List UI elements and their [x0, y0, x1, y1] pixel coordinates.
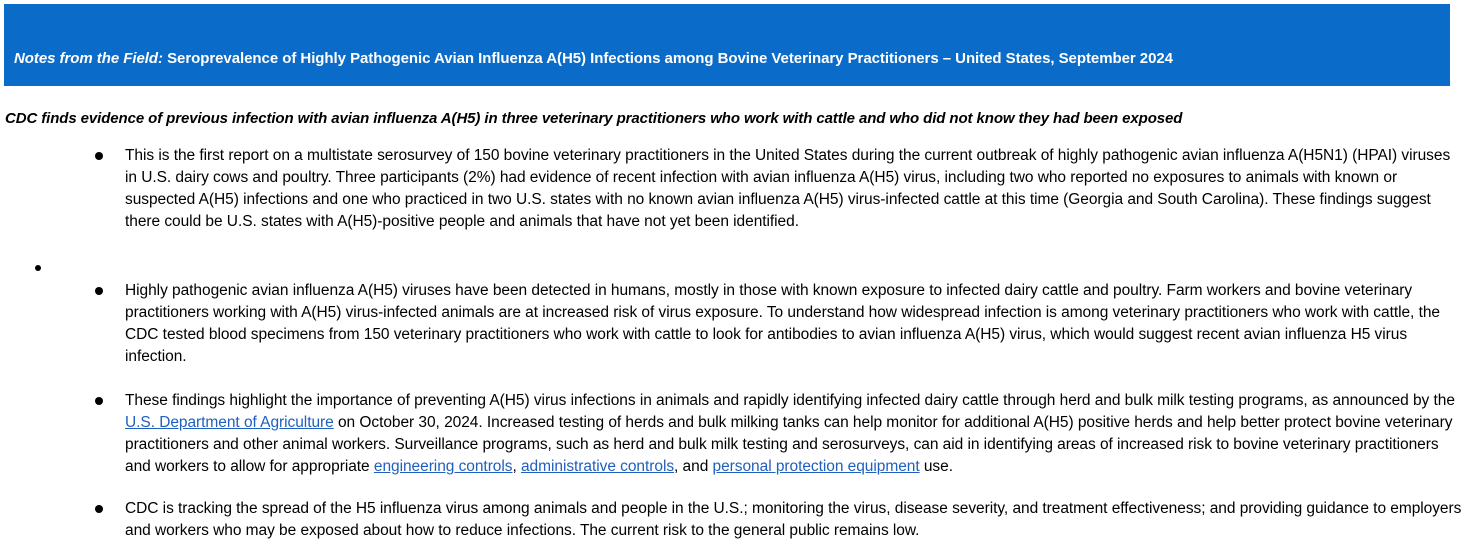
bullet-text: Highly pathogenic avian influenza A(H5) viruses have been detected in humans, mostly in those with known exposure to infected dairy cattle and poultry. Farm workers and bovine veterinary practitioners working with A(H5) virus-infected animals are at increased risk of virus exposure. To understand how widespread infection is among veterinary practitioners who work with cattle, the CDC tested blood specimens from 150 veterinary practitioners who work with cattle to look for antibodies to avian influenza A(H5) virus, which would suggest recent avian influenza H5 virus infection.	[125, 282, 1440, 365]
administrative-controls-link[interactable]: administrative controls	[520, 458, 675, 475]
bullet-paragraph-3	[125, 390, 1465, 478]
bullet-text: These findings highlight the importance of preventing A(H5) virus infections in animals and rapidly identifying infected dairy cattle through herd and bulk milk testing programs, as announced by the U.S. Department of Agriculture on October 30, 2024. Increased testing of herds and bulk milking tanks can help monitor for additional A(H5) positive herds and help better protect bovine veterinary practitioners and other animal workers. Surveillance programs, such as herd and bulk milk testing and serosurveys, can aid in identifying areas of increased risk to bovine veterinary practitioners and workers to allow for appropriate engineering controls, administrative controls, and personal protection equipment use.	[125, 392, 1455, 475]
bullet-text: This is the first report on a multistate serosurvey of 150 bovine veterinary practitioners in the United States during the current outbreak of highly pathogenic avian influenza A(H5N1) (HPAI) viruses in U.S. dairy cows and poultry. Three participants (2%) had evidence of recent infection with avian influenza A(H5) virus, including two who reported no exposures to animals with known or suspected A(H5) infections and one who practiced in two U.S. states with no known avian influenza A(H5) virus-infected cattle at this time (Georgia and South Carolina). These findings suggest there could be U.S. states with A(H5)-positive people and animals that have not yet been identified.	[125, 147, 1451, 230]
ppe-link[interactable]: personal protection equipment	[712, 458, 920, 475]
engineering-controls-link[interactable]: engineering controls	[373, 458, 513, 475]
title-banner	[4, 4, 1450, 86]
bullet-text: CDC is tracking the spread of the H5 influenza virus among animals and people in the U.S.; monitoring the virus, disease severity, and treatment effectiveness; and providing guidance to employers and workers who may be exposed about how to reduce infections. The current risk to the general public remains low.	[125, 500, 1462, 539]
empty-bullet-marker	[35, 265, 41, 271]
bullet-paragraph-2	[125, 280, 1465, 368]
bullet-paragraph-1	[125, 145, 1465, 233]
bullet-marker	[95, 152, 103, 160]
title-text: Seroprevalence of Highly Pathogenic Avian Influenza A(H5) Infections among Bovine Veterinary Practitioners – United States, September 2024	[162, 50, 1173, 67]
bullet-marker	[95, 505, 103, 513]
bullet-marker	[95, 287, 103, 295]
title-series-label: Notes from the Field:	[14, 50, 163, 67]
key-finding-heading: CDC finds evidence of previous infection with avian influenza A(H5) in three veterinary practitioners who work with cattle and who did not know they had been exposed	[5, 110, 1183, 127]
usda-link[interactable]: U.S. Department of Agriculture	[125, 414, 334, 431]
bullet-paragraph-4	[125, 498, 1465, 542]
page-title	[14, 50, 1173, 67]
bullet-marker	[95, 397, 103, 405]
